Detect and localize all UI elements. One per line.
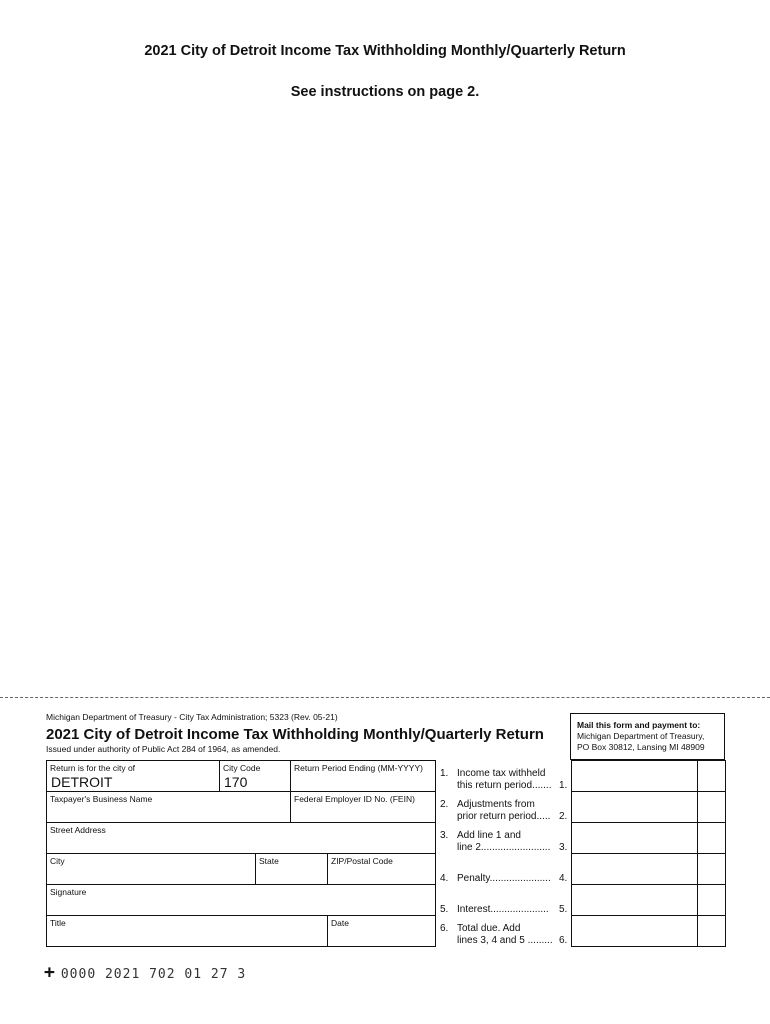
form-title: 2021 City of Detroit Income Tax Withholding Monthly/Quarterly Return: [46, 726, 544, 743]
line-3-amount-input[interactable]: [571, 822, 698, 854]
title-label: Title: [50, 918, 66, 928]
line-5-number: 5.: [440, 904, 449, 915]
line-1-label-a: Income tax withheld: [457, 768, 546, 779]
line-1-label-b: this return period.......: [457, 780, 552, 791]
period-ending-field[interactable]: [290, 760, 436, 792]
line-5-cents-input[interactable]: [697, 884, 726, 916]
zip-field[interactable]: [327, 853, 436, 885]
line-4-amount-input[interactable]: [571, 853, 698, 885]
signature-label: Signature: [50, 887, 87, 897]
line-5-label: Interest.....................: [457, 904, 549, 915]
line-6-cents-input[interactable]: [697, 915, 726, 947]
form-authority: Issued under authority of Public Act 284 of 1964, as amended.: [46, 744, 281, 754]
city-value: DETROIT: [51, 774, 113, 790]
city-code-value: 170: [224, 774, 248, 790]
line-1-amount-input[interactable]: [571, 760, 698, 792]
line-3-ref: 3.: [559, 842, 568, 853]
fein-label: Federal Employer ID No. (FEIN): [294, 794, 415, 804]
line-4-ref: 4.: [559, 873, 568, 884]
line-6-ref: 6.: [559, 935, 568, 946]
line-3-label-b: line 2.........................: [457, 842, 551, 853]
line-3-label-a: Add line 1 and: [457, 830, 521, 841]
line-2-ref: 2.: [559, 811, 568, 822]
line-2-label-a: Adjustments from: [457, 799, 535, 810]
line-2-cents-input[interactable]: [697, 791, 726, 823]
fein-field[interactable]: [290, 791, 436, 823]
state-label: State: [259, 856, 279, 866]
signature-field[interactable]: [46, 884, 436, 916]
line-1-cents-input[interactable]: [697, 760, 726, 792]
tear-off-line: [0, 697, 770, 698]
mail-heading: Mail this form and payment to:: [577, 720, 701, 730]
line-2-number: 2.: [440, 799, 449, 810]
city-code-label: City Code: [223, 763, 261, 773]
street-address-label: Street Address: [50, 825, 106, 835]
scanline-code: 0000 2021 702 01 27 3: [60, 967, 247, 982]
line-4-number: 4.: [440, 873, 449, 884]
period-ending-label: Return Period Ending (MM-YYYY): [294, 763, 423, 773]
form-agency: Michigan Department of Treasury - City Tax Administration; 5323 (Rev. 05-21): [46, 712, 338, 722]
line-6-label-a: Total due. Add: [457, 923, 521, 934]
line-6-label-b: lines 3, 4 and 5 .........: [457, 935, 553, 946]
line-6-amount-input[interactable]: [571, 915, 698, 947]
state-field[interactable]: [255, 853, 328, 885]
line-2-amount-input[interactable]: [571, 791, 698, 823]
line-5-ref: 5.: [559, 904, 568, 915]
city-field[interactable]: [46, 760, 220, 792]
page-title: 2021 City of Detroit Income Tax Withholding Monthly/Quarterly Return: [144, 43, 626, 59]
city-address-label: City: [50, 856, 65, 866]
line-4-label: Penalty......................: [457, 873, 551, 884]
line-2-label-b: prior return period.....: [457, 811, 551, 822]
zip-label: ZIP/Postal Code: [331, 856, 393, 866]
mail-line-1: Michigan Department of Treasury,: [577, 731, 705, 741]
line-5-amount-input[interactable]: [571, 884, 698, 916]
mail-to-box: [570, 713, 725, 760]
line-4-cents-input[interactable]: [697, 853, 726, 885]
date-field[interactable]: [327, 915, 436, 947]
city-label: Return is for the city of: [50, 763, 136, 773]
city-code-field[interactable]: [219, 760, 291, 792]
line-1-ref: 1.: [559, 780, 568, 791]
mail-line-2: PO Box 30812, Lansing MI 48909: [577, 742, 705, 752]
title-field[interactable]: [46, 915, 328, 947]
line-3-cents-input[interactable]: [697, 822, 726, 854]
line-1-number: 1.: [440, 768, 449, 779]
business-name-field[interactable]: [46, 791, 291, 823]
line-3-number: 3.: [440, 830, 449, 841]
business-name-label: Taxpayer's Business Name: [50, 794, 153, 804]
street-address-field[interactable]: [46, 822, 436, 854]
scanline: [44, 962, 246, 983]
plus-icon: +: [44, 962, 55, 983]
line-6-number: 6.: [440, 923, 449, 934]
date-label: Date: [331, 918, 349, 928]
instructions-note: See instructions on page 2.: [290, 84, 480, 100]
city-address-field[interactable]: [46, 853, 256, 885]
